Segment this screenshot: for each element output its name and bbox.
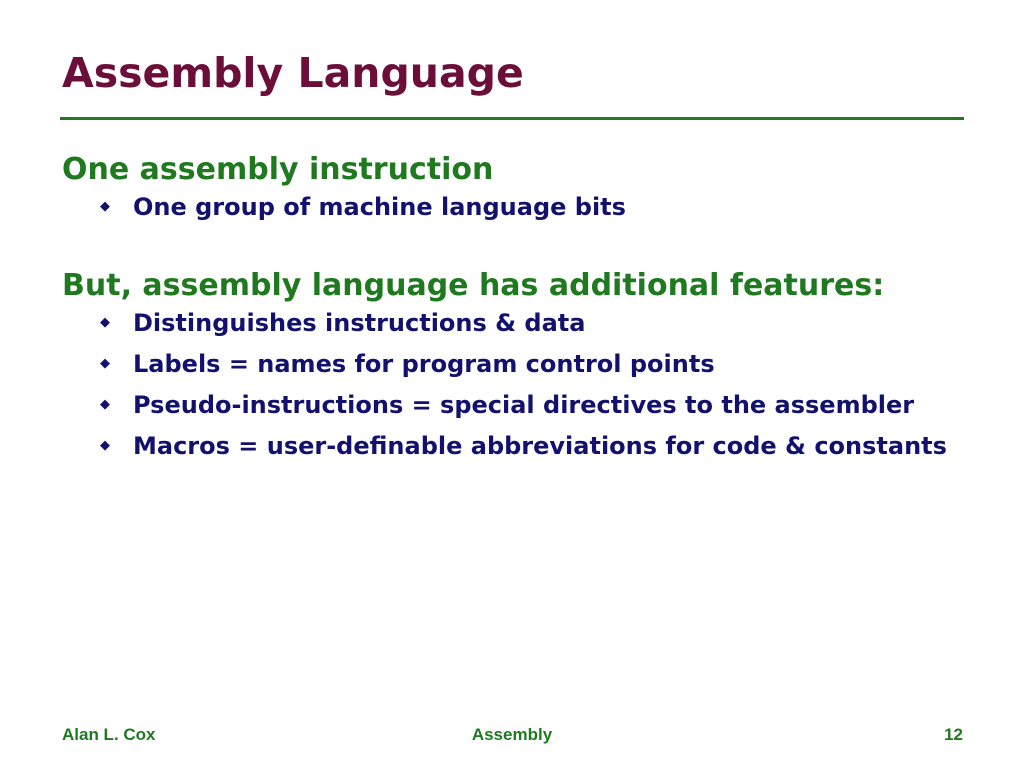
sub-point-text: Pseudo-instructions = special directives to the assembler [133,391,915,419]
sub-point-list [62,306,962,463]
footer-page-number: 12 [944,725,963,744]
sub-point [62,190,962,224]
sub-point-list [62,190,962,224]
point-text: But, assembly language has additional features: [62,268,885,303]
sub-point [62,306,962,340]
diamond-bullet-icon: ◆ [100,397,110,412]
diamond-bullet-icon: ◆ [100,356,110,371]
point-text: One assembly instruction [62,152,494,187]
footer-topic: Assembly [471,725,553,744]
sub-point-text: One group of machine language bits [133,193,626,221]
bullet-point-1 [62,150,962,224]
diamond-bullet-icon: ◆ [100,315,110,330]
diamond-bullet-icon: ◆ [100,199,110,214]
slide-title: Assembly Language [62,49,524,97]
bullet-point-2 [62,266,962,463]
sub-point [62,388,962,422]
sub-point-text: Labels = names for program control points [133,350,715,378]
sub-point-text: Macros = user-definable abbreviations for code & constants [133,432,947,460]
sub-point [62,347,962,381]
slide-body [62,150,962,470]
sub-point-text: Distinguishes instructions & data [133,309,586,337]
footer-author: Alan L. Cox [62,725,156,744]
sub-point [62,429,962,463]
title-divider [60,117,964,120]
diamond-bullet-icon: ◆ [100,438,110,453]
